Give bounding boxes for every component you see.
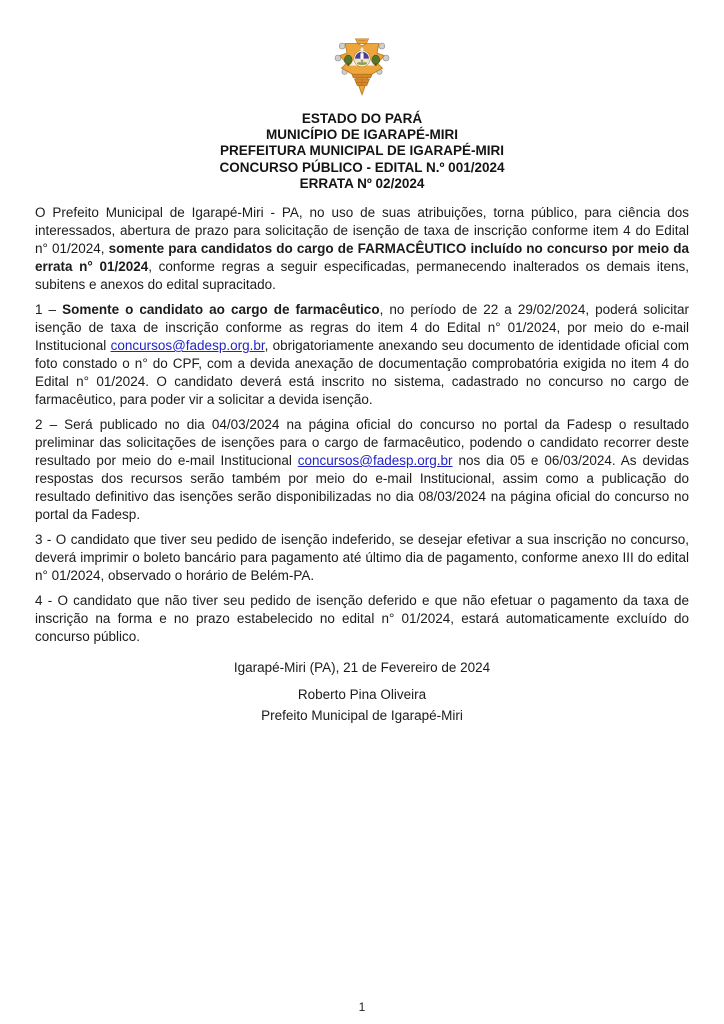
text-span: 4 - O candidato que não tiver seu pedido de isenção deferido e que não efetuar o pagamento da taxa de inscrição na forma e no prazo estabelecido no edital n° 01/2024, estará automaticamente excluído do concurso público. (35, 593, 689, 645)
document-body (35, 204, 689, 726)
paragraph-intro (35, 204, 689, 294)
bold-text-span: somente para candidatos do cargo de FARMACÊUTICO incluído no concurso por meio da errata n° 01/2024 (35, 241, 689, 275)
paragraph-item-1 (35, 301, 689, 409)
text-span: , conforme regras a seguir especificadas, permanecendo inalterados os demais itens, subitens e anexos do edital supracitado. (35, 259, 689, 293)
signature-block (35, 685, 689, 726)
email-link[interactable]: concursos@fadesp.org.br (297, 453, 453, 469)
paragraph-item-4 (35, 592, 689, 646)
page-number: 1 (358, 1000, 366, 1014)
text-span: , obrigatoriamente anexando seu documento de identidade oficial com foto constado o n° do CPF, com a devida anexação de documentação comprobatória exigida no item 4 do Edital n° 01/2024. O candidato deverá está inscrito no sistema, cadastrado no concurso no cargo de farmacêutico, para poder vir a solicitar a devida isenção. (35, 338, 689, 408)
header-line-estado: ESTADO DO PARÁ (301, 111, 423, 126)
paragraph-item-2 (35, 416, 689, 524)
crest-container (35, 38, 689, 96)
signature-name: Roberto Pina Oliveira (297, 687, 427, 703)
date-line: Igarapé-Miri (PA), 21 de Fevereiro de 2024 (233, 660, 491, 676)
coat-of-arms-icon (332, 38, 392, 96)
document-header (35, 111, 689, 192)
text-span: 2 – Será publicado no dia 04/03/2024 na página oficial do concurso no portal da Fadesp o resultado preliminar das solicitações de isenções para o cargo de farmacêutico, podendo o candidato recorrer deste resultado por meio do e-mail Institucional (35, 417, 689, 469)
text-span: nos dia 05 e 06/03/2024. As devidas respostas dos recursos serão também por meio do e-mail Institucional, assim como a publicação do resultado definitivo das isenções serão disponibilizadas no dia 08/03/2024 na página oficial do concurso no portal da Fadesp. (35, 453, 689, 523)
paragraph-item-3 (35, 531, 689, 585)
header-line-prefeitura: PREFEITURA MUNICIPAL DE IGARAPÉ-MIRI (219, 143, 504, 159)
bold-text-span: Somente o candidato ao cargo de farmacêutico (62, 302, 380, 318)
text-span: 3 - O candidato que tiver seu pedido de isenção indeferido, se desejar efetivar a sua inscrição no concurso, deverá imprimir o boleto bancário para pagamento até último dia de pagamento, conforme anexo III do edital n° 01/2024, observado o horário de Belém-PA. (35, 532, 689, 584)
signature-title: Prefeito Municipal de Igarapé-Miri (261, 707, 463, 723)
header-line-concurso-edital: CONCURSO PÚBLICO - EDITAL N.º 001/2024 (219, 159, 505, 175)
header-line-municipio: MUNICÍPIO DE IGARAPÉ-MIRI (265, 127, 458, 143)
text-span: , no período de 22 a 29/02/2024, poderá solicitar isenção de taxa de inscrição conforme as regras do item 4 do Edital n° 01/2024, por meio do e-mail Institucional (35, 302, 689, 354)
email-link[interactable]: concursos@fadesp.org.br (110, 338, 265, 354)
header-line-errata: ERRATA Nº 02/2024 (299, 175, 425, 191)
text-span: 1 – (35, 302, 63, 318)
text-span: O Prefeito Municipal de Igarapé-Miri - PA, no uso de suas atribuições, torna público, para ciência dos interessados, abertura de prazo para solicitação de isenção de taxa de inscrição conforme item 4 do Edital n° 01/2024, (35, 205, 689, 257)
